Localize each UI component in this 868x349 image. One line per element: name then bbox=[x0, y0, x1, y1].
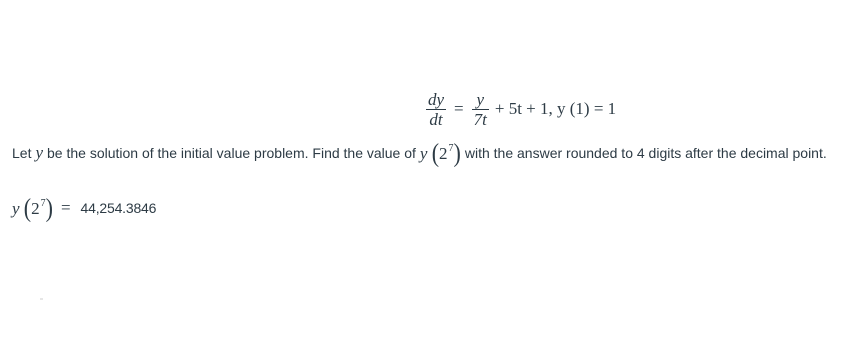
equation-remainder: + 5t + 1, y (1) = 1 bbox=[494, 99, 617, 118]
open-paren: ( bbox=[431, 137, 440, 168]
answer-expression bbox=[12, 192, 53, 223]
problem-statement bbox=[12, 137, 827, 168]
problem-expression bbox=[419, 137, 461, 168]
fraction-denominator: 7t bbox=[473, 109, 487, 129]
answer-exponent: 7 bbox=[40, 198, 46, 209]
open-paren: ( bbox=[23, 192, 32, 223]
answer-equals: = bbox=[60, 197, 71, 217]
dy-dt-fraction bbox=[426, 91, 446, 128]
answer-line bbox=[12, 192, 157, 223]
expression-function: y bbox=[419, 144, 428, 163]
close-paren: ) bbox=[453, 137, 461, 168]
problem-text-middle: be the solution of the initial value problem. Find the value of bbox=[47, 144, 416, 161]
problem-text-before: Let bbox=[12, 144, 32, 161]
answer-value: 44,254.3846 bbox=[80, 199, 157, 216]
problem-variable: y bbox=[35, 142, 44, 162]
equals-sign: = bbox=[454, 99, 464, 118]
fraction-numerator: dy bbox=[428, 89, 445, 109]
answer-function: y bbox=[12, 199, 20, 218]
y-over-7t-fraction bbox=[472, 91, 489, 128]
faint-mark bbox=[40, 298, 43, 300]
expression-exponent: 7 bbox=[448, 143, 454, 154]
fraction-denominator: dt bbox=[429, 109, 443, 129]
expression-base: 2 bbox=[439, 144, 448, 163]
fraction-numerator: y bbox=[476, 89, 485, 109]
answer-base: 2 bbox=[31, 199, 40, 218]
close-paren: ) bbox=[45, 192, 53, 223]
problem-text-after: with the answer rounded to 4 digits after the decimal point. bbox=[464, 144, 827, 161]
differential-equation bbox=[424, 87, 616, 131]
